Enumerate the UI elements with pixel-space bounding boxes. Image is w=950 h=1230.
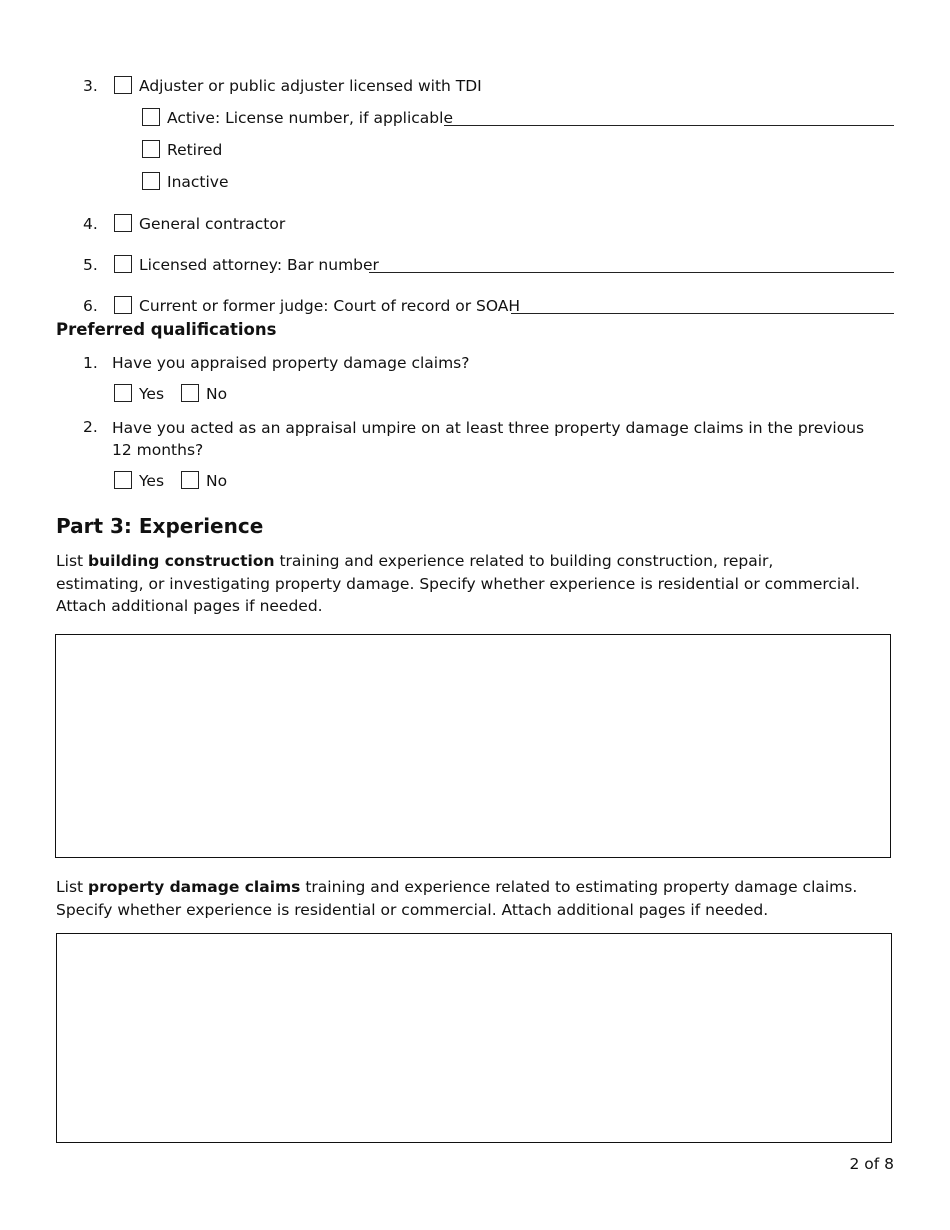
- retired-checkbox[interactable]: [142, 140, 160, 158]
- item-3-number: 3.: [83, 77, 98, 95]
- q1-yes-label: Yes: [139, 385, 165, 403]
- general-contractor-label: General contractor: [139, 215, 286, 233]
- q2-yes-label: Yes: [139, 472, 165, 490]
- q1-text: Have you appraised property damage claims?: [112, 354, 470, 372]
- item-5-number: 5.: [83, 256, 98, 274]
- item-3-checkbox[interactable]: [114, 76, 132, 94]
- property-damage-instructions: List property damage claims training and experience related to estimating property damage claims. Specify whether experience is residential or commercial. Attach additional pages if needed.: [56, 878, 858, 919]
- preferred-qualifications-heading: Preferred qualifications: [56, 320, 277, 339]
- q1-yes-checkbox[interactable]: [114, 384, 132, 402]
- license-number-line: [444, 125, 894, 126]
- retired-label: Retired: [167, 141, 223, 159]
- q1-no-label: No: [206, 385, 228, 403]
- general-contractor-checkbox[interactable]: [114, 214, 132, 232]
- item-6-number: 6.: [83, 297, 98, 315]
- judge-checkbox[interactable]: [114, 296, 132, 314]
- active-checkbox[interactable]: [142, 108, 160, 126]
- licensed-attorney-checkbox[interactable]: [114, 255, 132, 273]
- q2-no-label: No: [206, 472, 228, 490]
- q1-number: 1.: [83, 354, 98, 372]
- licensed-attorney-label: Licensed attorney: Bar number: [139, 256, 379, 274]
- q2-no-checkbox[interactable]: [181, 471, 199, 489]
- court-of-record-line: [511, 313, 894, 314]
- bar-number-input[interactable]: [371, 253, 892, 271]
- building-construction-instructions: List building construction training and experience related to building construction, repair, estimating, or investigating property damage. Specify whether experience is residential or commercial. Attach additional pages if needed.: [56, 552, 860, 615]
- item-4-number: 4.: [83, 215, 98, 233]
- q2-text: Have you acted as an appraisal umpire on at least three property damage claims in the previous 12 months?: [112, 419, 865, 459]
- property-damage-experience-box[interactable]: [56, 933, 892, 1143]
- part-3-heading: Part 3: Experience: [56, 514, 264, 538]
- q1-no-checkbox[interactable]: [181, 384, 199, 402]
- inactive-checkbox[interactable]: [142, 172, 160, 190]
- active-label: Active: License number, if applicable: [167, 109, 453, 127]
- building-construction-experience-box[interactable]: [55, 634, 891, 858]
- q2-number: 2.: [83, 418, 98, 436]
- bar-number-line: [369, 272, 894, 273]
- item-3-label: Adjuster or public adjuster licensed with TDI: [139, 77, 482, 95]
- inactive-label: Inactive: [167, 173, 229, 191]
- page-number: 2 of 8: [849, 1155, 894, 1173]
- judge-label: Current or former judge: Court of record or SOAH: [139, 297, 521, 315]
- q2-yes-checkbox[interactable]: [114, 471, 132, 489]
- court-of-record-input[interactable]: [513, 294, 892, 312]
- license-number-input[interactable]: [446, 106, 892, 124]
